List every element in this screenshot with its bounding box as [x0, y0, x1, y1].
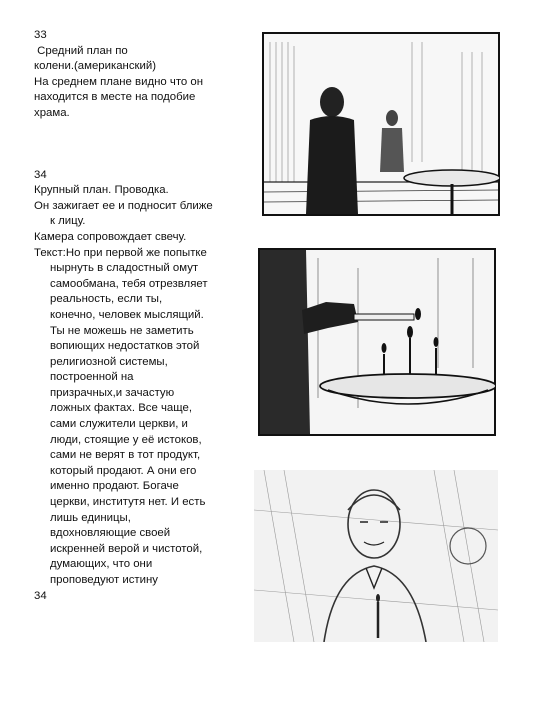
- sketch-portrait-close-up: [254, 470, 498, 642]
- scene-34-text-line: люди, стоящие у её истоков,: [50, 433, 202, 446]
- scene-34-text-line: сами служители церкви, и: [50, 418, 188, 431]
- scene-34-text-line: проповедуют истину: [50, 574, 158, 586]
- scene-34-text-line: конечно, человек мыслящий.: [50, 308, 204, 321]
- sketch-temple-scene: [262, 32, 500, 216]
- storyboard-frame-3: [254, 470, 498, 642]
- scene-34-text-line: самообмана, тебя отрезвляет: [50, 277, 208, 290]
- scene-34-text-line: именно продают. Богаче: [50, 480, 179, 493]
- scene-34-text-line: нырнуть в сладостный омут: [50, 262, 199, 275]
- storyboard-frame-2: [258, 248, 496, 436]
- scene-34-text-line: вдохновляющие своей: [50, 527, 171, 540]
- scene-33-title-line2: колени.(американский): [34, 60, 157, 73]
- scene-34-text-line: религиозной системы,: [50, 355, 168, 368]
- scene-34-text-line: реальность, если ты,: [50, 293, 163, 306]
- scene-33-desc-line1: На среднем плане видно что он: [34, 75, 204, 88]
- footer-scene-number: 34: [34, 589, 47, 602]
- scene-34-action-line1: Он зажигает ее и подносит ближе: [34, 199, 213, 212]
- scene-34-text-line: лишь единицы,: [50, 511, 131, 524]
- scene-34-text-line: вопиющих недостатков этой: [50, 340, 200, 353]
- sketch-candle-lighting: [258, 248, 496, 436]
- scene-34-text-line: который продают. А они его: [50, 464, 197, 477]
- scene-34-text-line: Ты не можешь не заметить: [50, 324, 194, 337]
- scene-34-text-line: сами не верят в тот продукт,: [50, 449, 201, 462]
- scene-33-number: 33: [34, 29, 47, 41]
- scene-34-text-line: призрачных,и зачастую: [50, 386, 175, 399]
- scene-34-number: 34: [34, 168, 47, 181]
- scene-34-action-line2: к лицу.: [50, 215, 86, 228]
- scene-34-text-line: Текст:Но при первой же попытке: [34, 246, 207, 259]
- scene-33-desc-line3: храма.: [34, 106, 70, 119]
- scene-33-desc-line2: находится в месте на подобие: [34, 91, 196, 104]
- scene-34-text-line: думающих, что они: [50, 558, 153, 571]
- scene-34-text-line: церкви, институтя нет. И есть: [50, 496, 206, 509]
- scene-34-text-line: ложных фактах. Все чаще,: [50, 402, 193, 415]
- spacer: [34, 122, 246, 168]
- scene-34-text-line: построенной на: [50, 371, 134, 384]
- script-text-column: [34, 28, 246, 604]
- scene-33-title-line1: Средний план по: [34, 44, 128, 57]
- scene-34-title: Крупный план. Проводка.: [34, 184, 169, 197]
- scene-34-text-line: искренней верой и чистотой,: [50, 542, 203, 555]
- storyboard-frame-1: [262, 32, 500, 216]
- scene-34-camera: Камера сопровождает свечу.: [34, 230, 187, 243]
